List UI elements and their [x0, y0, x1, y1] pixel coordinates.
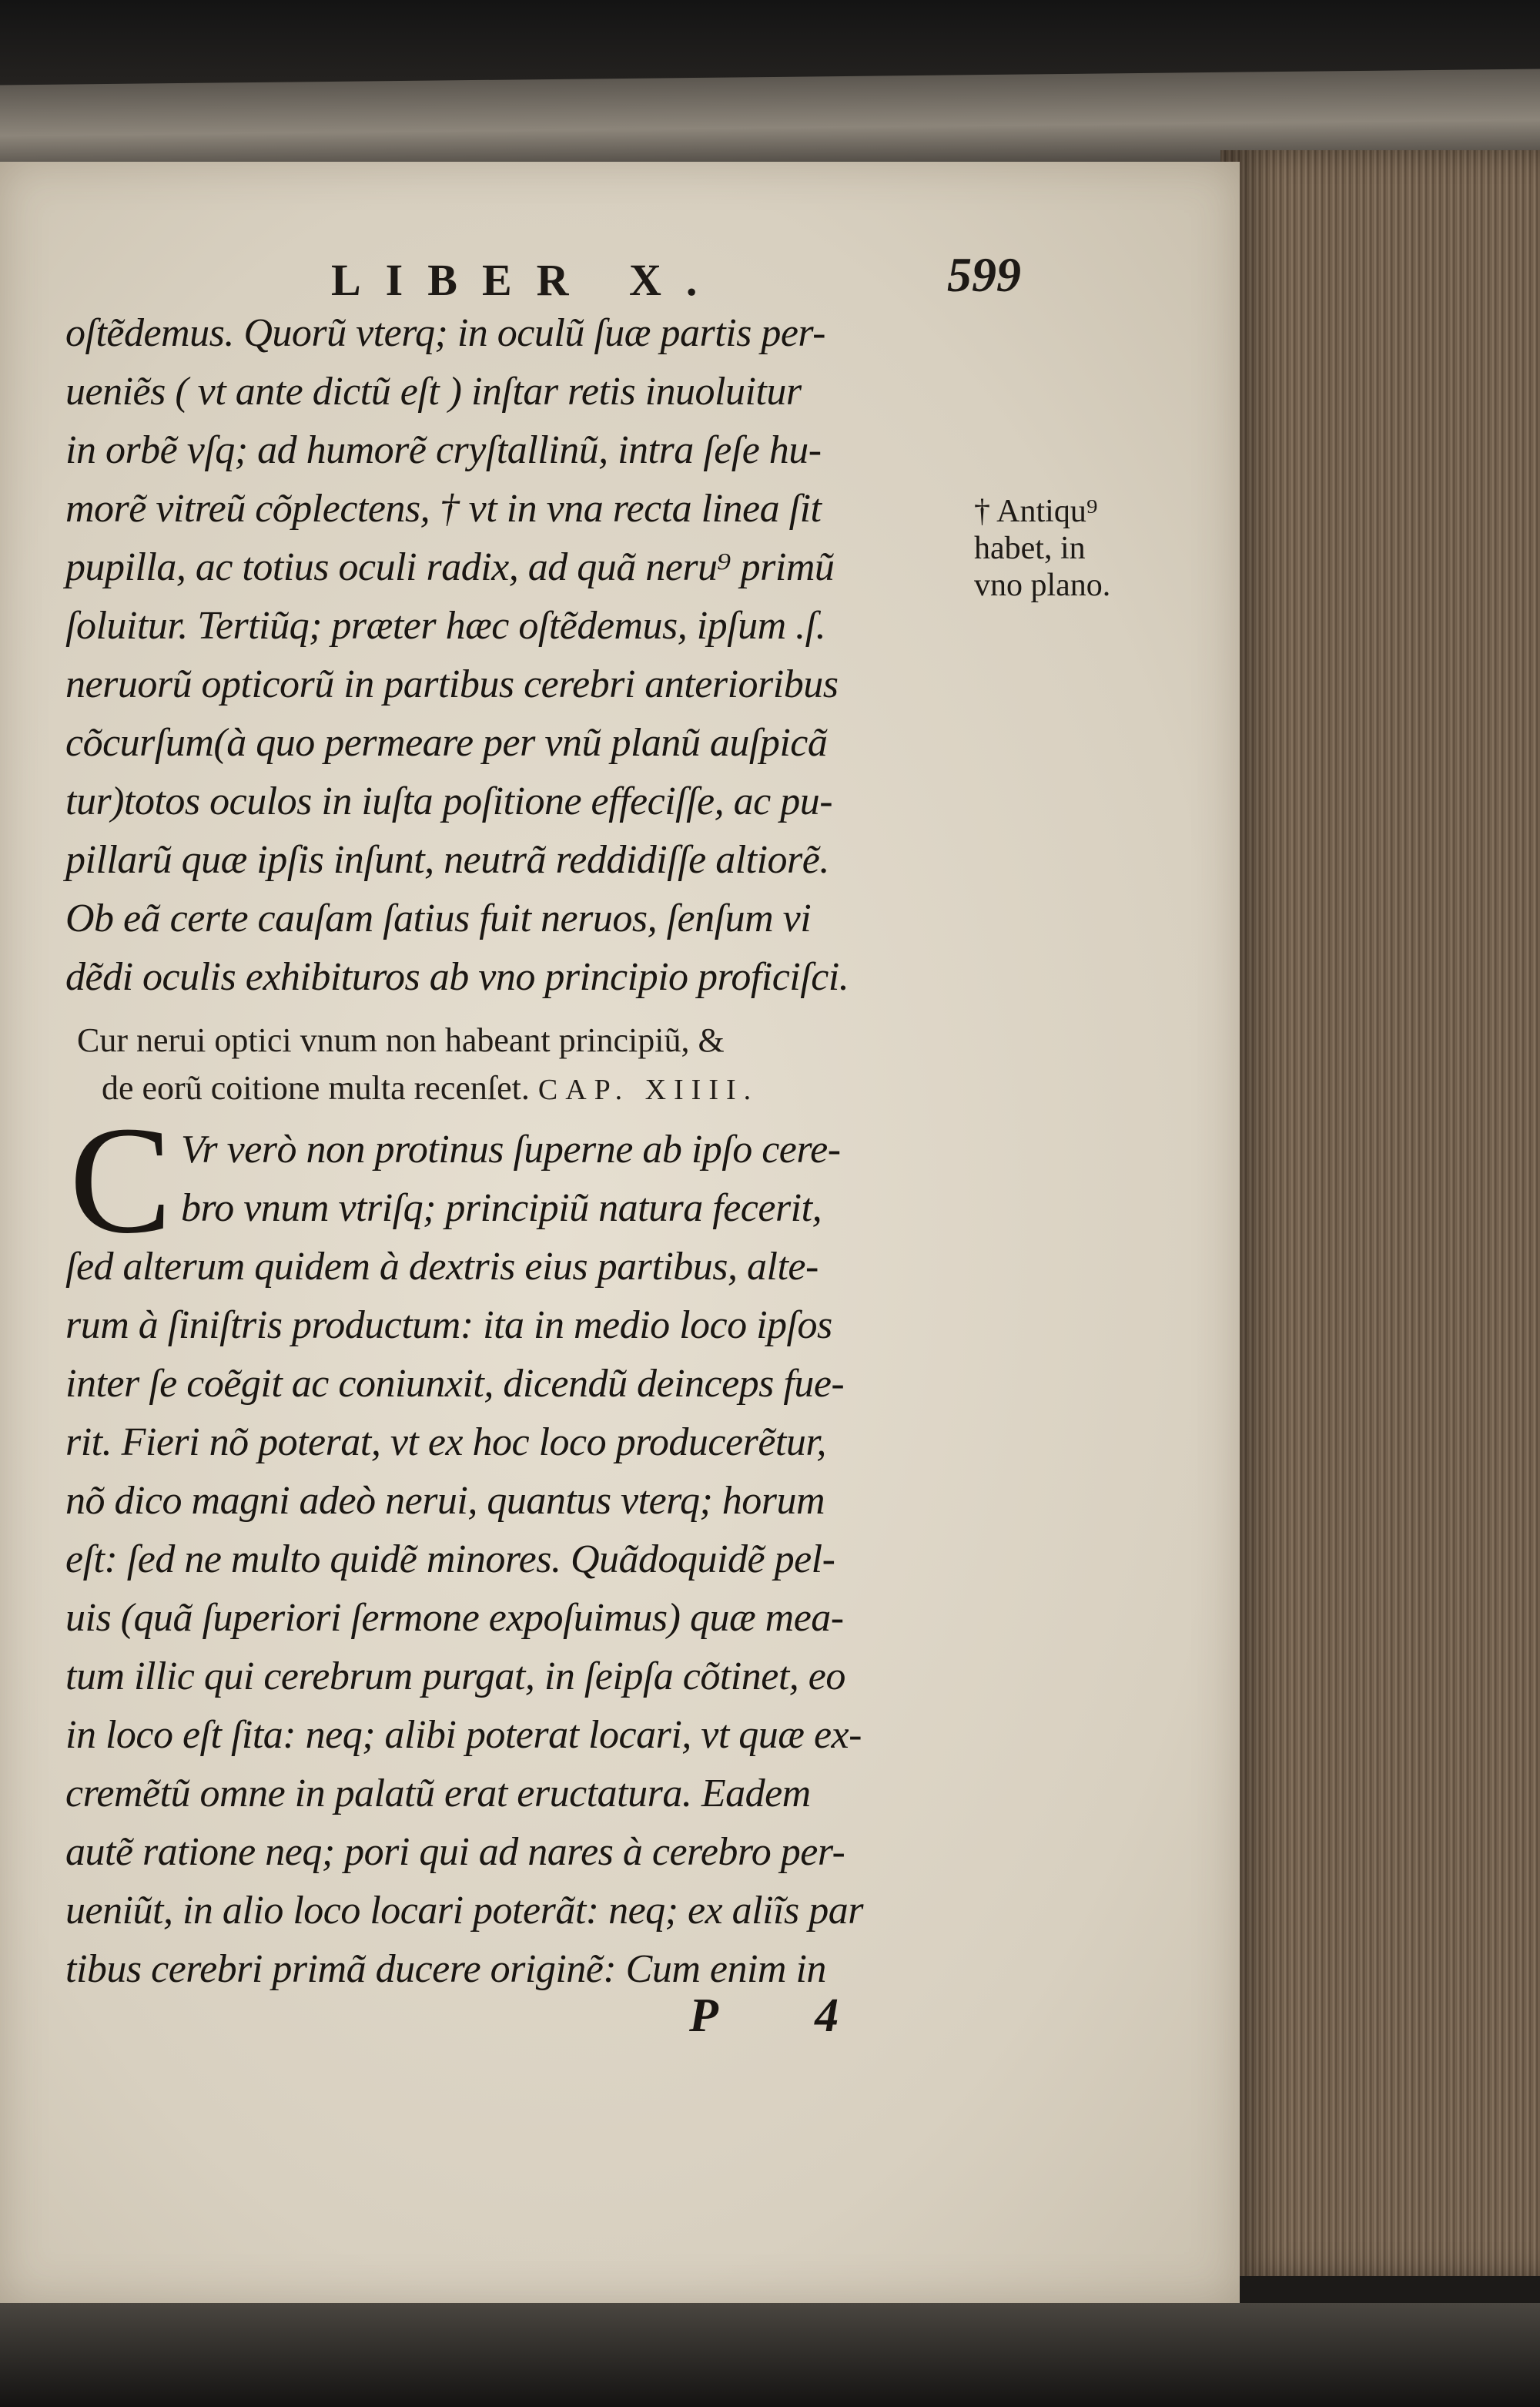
marginal-note-line: † Antiqu⁹ — [974, 494, 1098, 529]
text-line: ueniũt, in alio loco locari poterãt: neq; ex aliĩs par — [65, 1889, 863, 1933]
marginal-note-line: vno plano. — [974, 568, 1111, 603]
page-fore-edge — [1220, 150, 1540, 2276]
text-line: tibus cerebri primã ducere originẽ: Cum enim in — [65, 1947, 826, 1991]
text-line: nõ dico magni adeò nerui, quantus vterq; horum — [65, 1479, 825, 1523]
marginal-note — [974, 493, 1228, 604]
marginal-note-line: habet, in — [974, 531, 1086, 566]
chapter-heading-text: de eorũ coitione multa recenſet. — [102, 1069, 530, 1107]
text-line: rit. Fieri nõ poterat, vt ex hoc loco producerẽtur, — [65, 1420, 826, 1464]
text-line: pillarũ quæ ipſis inſunt, neutrã reddidiſſe altiorẽ. — [65, 838, 829, 882]
text-line: autẽ ratione neq; pori qui ad nares à cerebro per- — [65, 1830, 845, 1874]
text-line: morẽ vitreũ cõplectens, † vt in vna recta linea ſit — [65, 487, 822, 531]
chapter-heading-line-2 — [77, 1064, 986, 1112]
text-line: tur)totos oculos in iuſta poſitione effeciſſe, ac pu- — [65, 779, 833, 823]
chapter-number: CAP. XIIII. — [537, 1074, 759, 1106]
text-line: neruorũ opticorũ in partibus cerebri anterioribus — [65, 662, 839, 706]
chapter-heading-line-1: Cur nerui optici vnum non habeant principiũ, & — [77, 1021, 725, 1059]
text-line: uis (quã ſuperiori ſermone expoſuimus) quæ mea- — [65, 1596, 844, 1640]
text-line: rum à ſiniſtris productum: ita in medio loco ipſos — [65, 1303, 832, 1347]
text-line: ueniẽs ( vt ante dictũ eſt ) inſtar retis inuoluitur — [65, 370, 802, 414]
drop-cap: C — [69, 1095, 172, 1266]
text-line: ſoluitur. Tertiũq; præter hæc oſtẽdemus, ipſum .ſ. — [65, 604, 826, 648]
text-line: pupilla, ac totius oculi radix, ad quã neru⁹ primũ — [65, 545, 835, 589]
text-line: in loco eſt ſita: neq; alibi poterat locari, vt quæ ex- — [65, 1713, 862, 1757]
text-line: oſtẽdemus. Quorũ vterq; in oculũ ſuæ partis per- — [65, 311, 825, 355]
chapter-heading — [77, 1017, 986, 1112]
text-line: dẽdi oculis exhibituros ab vno principio proficiſci. — [65, 955, 849, 999]
text-line: Ob eã certe cauſam ſatius fuit neruos, ſenſum vi — [65, 897, 812, 940]
text-line: in orbẽ vſq; ad humorẽ cryſtallinũ, intra ſeſe hu- — [65, 428, 822, 472]
text-line: ſed alterum quidem à dextris eius partibus, alte- — [65, 1245, 819, 1289]
text-block-top — [65, 304, 974, 1007]
text-line: inter ſe coẽgit ac coniunxit, dicendũ deinceps fue- — [65, 1362, 845, 1406]
text-line: cõcurſum(à quo permeare per vnũ planũ auſpicã — [65, 721, 828, 765]
text-line: tum illic qui cerebrum purgat, in ſeipſa cõtinet, eo — [65, 1654, 845, 1698]
text-line: cremẽtũ omne in palatũ erat eructatura. Eadem — [65, 1772, 811, 1815]
page-number: 599 — [947, 247, 1021, 302]
text-block-body — [65, 1121, 974, 1999]
text-line: eſt: ſed ne multo quidẽ minores. Quãdoquidẽ pel- — [65, 1537, 835, 1581]
background-bottom — [0, 2303, 1540, 2407]
signature-mark: P 4 — [689, 1990, 882, 2042]
text-line: bro vnum vtriſq; principiũ natura fecerit, — [181, 1186, 822, 1230]
text-line: Vr verò non protinus ſuperne ab ipſo cere- — [181, 1128, 841, 1172]
running-head-title: LIBER X. — [331, 255, 722, 305]
